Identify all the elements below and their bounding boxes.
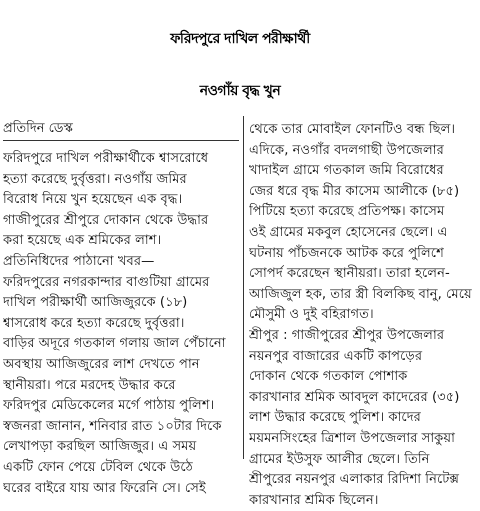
text-line: গ্রামের ইউসুফ আলীর ছেলে। তিনি bbox=[249, 451, 430, 467]
column-divider bbox=[243, 116, 244, 459]
headline-line-1: ফরিদপুরে দাখিল পরীক্ষার্থী bbox=[170, 31, 310, 47]
text-line: অবস্থায় আজিজুরের লাশ দেখতে পান bbox=[3, 356, 200, 372]
text-line: স্থানীয়রা। পরে মরদেহ উদ্ধার করে bbox=[3, 377, 176, 393]
text-line: কারখানার শ্রমিক আবদুল কাদেরের (৩৫) bbox=[249, 389, 460, 405]
text-line: খাদাইল গ্রামে গতকাল জমি বিরোধের bbox=[249, 163, 444, 179]
text-line: ফরিদপুরের নগরকান্দার বাগুটিয়া গ্রামের bbox=[3, 274, 210, 290]
desk-byline: প্রতিদিন ডেস্ক bbox=[3, 121, 73, 136]
right-column-body bbox=[249, 120, 475, 511]
text-line: কারখানার শ্রমিক ছিলেন। bbox=[249, 492, 379, 508]
text-line: লাশ উদ্ধার করেছে পুলিশ। কাদের bbox=[249, 410, 421, 426]
text-line: ময়মনসিংহের ত্রিশাল উপজেলার সাকুয়া bbox=[249, 430, 455, 446]
text-line: শ্রীপুরের নয়নপুর এলাকার রিদিশা নিটেক্স bbox=[249, 472, 460, 488]
text-line: বিরোধ নিয়ে খুন হয়েছেন এক বৃদ্ধ। bbox=[3, 192, 183, 208]
text-line: এদিকে, নওগাঁর বদলগাছী উপজেলার bbox=[249, 142, 444, 158]
text-line: দাখিল পরীক্ষার্থী আজিজুরকে (১৮) bbox=[3, 295, 188, 311]
text-line: প্রতিনিধিদের পাঠানো খবর— bbox=[3, 253, 155, 269]
text-line: ঘটনায় পাঁচজনকে আটক করে পুলিশে bbox=[249, 245, 444, 261]
text-line: করা হয়েছে এক শ্রমিকের লাশ। bbox=[3, 233, 162, 249]
desk-underline bbox=[3, 140, 239, 141]
text-line: স্বজনরা জানান, শনিবার রাত ১০টার দিকে bbox=[3, 418, 222, 434]
text-line: বাড়ির অদূরে গতকাল গলায় জাল পেঁচানো bbox=[3, 336, 226, 352]
text-line: হত্যা করেছে দুর্বৃত্তরা। নওগাঁয় জমির bbox=[3, 171, 187, 187]
text-line: থেকে তার মোবাইল ফোনটিও বন্ধ ছিল। bbox=[249, 122, 456, 137]
text-line: গাজীপুরের শ্রীপুরে দোকান থেকে উদ্ধার bbox=[3, 212, 209, 228]
text-line: ফরিদপুরে দাখিল পরীক্ষার্থীকে শ্বাসরোধে bbox=[3, 151, 209, 166]
left-column bbox=[3, 120, 239, 499]
text-line: জের ধরে বৃদ্ধ মীর কাসেম আলীকে (৮৫) bbox=[249, 183, 460, 199]
text-line: নয়নপুর বাজারের একটি কাপড়ের bbox=[249, 348, 423, 364]
right-column bbox=[249, 120, 475, 511]
text-line: শ্রীপুর : গাজীপুরের শ্রীপুর উপজেলার bbox=[249, 327, 445, 343]
text-line: শ্বাসরোধ করে হত্যা করেছে দুর্বৃত্তরা। bbox=[3, 315, 185, 331]
text-line: ওই গ্রামের মকবুল হোসেনের ছেলে। এ bbox=[249, 224, 448, 240]
left-column-body bbox=[3, 149, 239, 499]
headline-line-2: নওগাঁয় বৃদ্ধ খুন bbox=[199, 83, 281, 99]
text-line: পিটিয়ে হত্যা করেছে প্রতিপক্ষ। কাসেম bbox=[249, 204, 445, 220]
text-line: লেখাপড়া করছিল আজিজুর। এ সময় bbox=[3, 439, 197, 455]
text-line: সোপর্দ করেছেন স্থানীয়রা। তারা হলেন- bbox=[249, 266, 450, 282]
text-line: মৌসুমী ও দুই বহিরাগত। bbox=[249, 307, 374, 323]
text-line: আজিজুল হক, তার স্ত্রী বিলকিছ বানু, মেয়ে bbox=[249, 286, 472, 302]
text-line: ঘরের বাইরে যায় আর ফিরেনি সে। সেই bbox=[3, 480, 206, 496]
text-line: একটি ফোন পেয়ে টেবিল থেকে উঠে bbox=[3, 459, 193, 475]
text-line: দোকান থেকে গতকাল পোশাক bbox=[249, 369, 408, 385]
text-line: ফরিদপুর মেডিকেলের মর্গে পাঠায় পুলিশ। bbox=[3, 398, 215, 414]
